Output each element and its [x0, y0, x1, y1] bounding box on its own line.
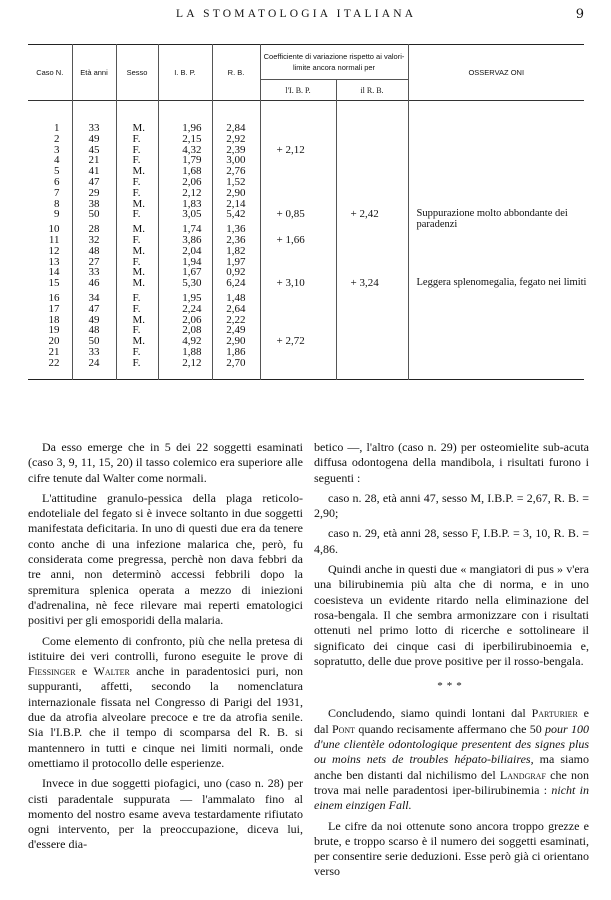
cell-ibp: 1,94 — [158, 257, 212, 268]
cell-sesso: M. — [116, 336, 158, 347]
cell-v1 — [260, 166, 336, 177]
author-name: Fiessinger — [28, 664, 76, 679]
cell-eta: 32 — [72, 235, 116, 246]
author-name: Walter — [93, 664, 130, 679]
cell-eta: 49 — [72, 315, 116, 326]
table-row — [28, 246, 584, 257]
paragraph: Come elemento di confronto, più che nella pretesa di istituire dei veri controlli, furono eseguite le prove di Fiessinger e Walter anche in paradentosici puri, non suppuranti, affetti, secondo la nomenclatura internazionale fissata nel Congresso di Parigi del 1931, due da atrofia alveolare precoce e tre da atrofia senile. Sia l'I.B.P. che il tempo di scomparsa del R. B. si mantennero in tutti e cinque nei limiti normali, onde omettiamo il protocollo delle esperienze. — [28, 633, 304, 770]
cell-caso: 5 — [54, 165, 60, 178]
cell-caso: 4 — [54, 154, 60, 167]
cell-v2: + 2,42 — [336, 209, 408, 220]
cell-sesso: M. — [116, 166, 158, 177]
cell-v1 — [260, 315, 336, 326]
cell-v2 — [336, 145, 408, 156]
th-coeff-ibp: l'I. B. P. — [260, 80, 336, 101]
cell-ibp: 1,96 — [158, 123, 212, 134]
cell-eta: 24 — [72, 358, 116, 369]
cell-eta: 38 — [72, 199, 116, 210]
cell-sesso: F. — [116, 257, 158, 268]
cell-v2 — [336, 246, 408, 257]
cell-v2 — [336, 224, 408, 235]
cell-v2 — [336, 304, 408, 315]
cell-ibp: 1,79 — [158, 155, 212, 166]
page-number: 9 — [575, 7, 584, 22]
cell-v2 — [336, 293, 408, 304]
cell-rb: 1,36 — [212, 224, 260, 235]
cell-obs — [408, 177, 584, 188]
cell-ibp: 4,92 — [158, 336, 212, 347]
cell-eta: 46 — [72, 278, 116, 289]
cell-eta: 29 — [72, 188, 116, 199]
cell-ibp: 1,67 — [158, 267, 212, 278]
table-row — [28, 257, 584, 268]
cell-v2 — [336, 257, 408, 268]
cell-ibp: 1,68 — [158, 166, 212, 177]
table-row — [28, 166, 584, 177]
cell-caso: 20 — [48, 335, 60, 348]
cell-ibp: 2,08 — [158, 325, 212, 336]
cell-ibp: 1,95 — [158, 293, 212, 304]
cell-eta: 33 — [72, 347, 116, 358]
th-ibp: I. B. P. — [158, 45, 212, 101]
cell-obs — [408, 246, 584, 257]
cell-v2 — [336, 166, 408, 177]
cell-eta: 41 — [72, 166, 116, 177]
cell-caso: 14 — [48, 266, 60, 279]
cell-obs — [408, 315, 584, 326]
cell-ibp: 2,06 — [158, 315, 212, 326]
cell-eta: 27 — [72, 257, 116, 268]
cell-rb: 2,22 — [212, 315, 260, 326]
cell-rb: 1,48 — [212, 293, 260, 304]
author-name: Pont — [331, 721, 356, 736]
cell-v2 — [336, 358, 408, 369]
cell-eta: 33 — [72, 267, 116, 278]
cell-v1 — [260, 155, 336, 166]
cell-caso: 19 — [48, 324, 60, 337]
table-row — [28, 278, 584, 289]
cell-v1: + 2,12 — [260, 145, 336, 156]
cell-rb: 2,36 — [212, 235, 260, 246]
cell-rb: 5,42 — [212, 209, 260, 220]
cell-ibp: 3,86 — [158, 235, 212, 246]
cell-ibp: 1,88 — [158, 347, 212, 358]
cell-sesso: M. — [116, 199, 158, 210]
cell-obs — [408, 166, 584, 177]
cell-sesso: F. — [116, 293, 158, 304]
table-row — [28, 177, 584, 188]
cell-sesso: F. — [116, 209, 158, 220]
cell-v2 — [336, 347, 408, 358]
cell-caso: 15 — [48, 277, 60, 290]
cell-sesso: F. — [116, 155, 158, 166]
cell-ibp: 2,12 — [158, 358, 212, 369]
cell-sesso: M. — [116, 315, 158, 326]
cell-caso: 10 — [48, 223, 60, 236]
cell-ibp: 5,30 — [158, 278, 212, 289]
cell-obs — [408, 358, 584, 369]
cell-rb: 2,39 — [212, 145, 260, 156]
section-separator: *** — [437, 680, 466, 693]
cell-v1 — [260, 358, 336, 369]
cell-ibp: 2,24 — [158, 304, 212, 315]
th-osservazioni: OSSERVAZ ONI — [408, 45, 584, 101]
table-row — [28, 188, 584, 199]
cell-v2 — [336, 315, 408, 326]
cell-v2: + 3,24 — [336, 278, 408, 289]
table-row — [28, 134, 584, 145]
table-row — [28, 209, 584, 220]
cell-v2 — [336, 134, 408, 145]
cell-caso: 13 — [48, 255, 60, 268]
french-quote: pour 100 d'une clientèle odontologique presentent des signes plus ou moins nets de troubles hépato-biliaires, — [314, 721, 589, 767]
cell-v1: + 0,85 — [260, 209, 336, 220]
cell-rb: 1,52 — [212, 177, 260, 188]
cell-v1 — [260, 134, 336, 145]
cell-eta: 34 — [72, 293, 116, 304]
german-quote: nicht in einem einzigen Fall. — [314, 782, 590, 813]
cell-v2 — [336, 235, 408, 246]
cell-rb: 2,90 — [212, 188, 260, 199]
table-row — [28, 224, 584, 235]
author-name: Landgraf — [499, 767, 546, 782]
cell-v1 — [260, 123, 336, 134]
table-row — [28, 325, 584, 336]
cell-eta: 47 — [72, 304, 116, 315]
cell-sesso: F. — [116, 347, 158, 358]
table-row — [28, 145, 584, 156]
cell-caso: 3 — [54, 143, 60, 156]
cell-eta: 48 — [72, 246, 116, 257]
cell-v2 — [336, 325, 408, 336]
cell-rb: 2,49 — [212, 325, 260, 336]
table-row — [28, 304, 584, 315]
cell-obs — [408, 325, 584, 336]
paragraph: L'attitudine granulo-pessica della plaga reticolo-endoteliale del fegato si è invece soltanto in due soggetti manifestata deficitaria. In uno di questi due era da tenere conto anche di una infezione malarica che, però, fu considerata come pregressa, perchè non dava febbri da tre anni, non determinò accessi febbrili dopo la spremitura splenica operata a mezzo di iniezioni d'adrenalina, nè fece rilevare mai reperti ematologici positivi per gli emosporidi della malaria. — [28, 490, 303, 628]
table-row — [28, 315, 584, 326]
cell-sesso: F. — [116, 177, 158, 188]
cell-obs — [408, 145, 584, 156]
cell-ibp: 1,74 — [158, 224, 212, 235]
cell-eta: 50 — [72, 209, 116, 220]
cell-obs: Suppurazione molto abbondante dei paradenzi — [408, 209, 584, 220]
cell-caso: 2 — [54, 132, 60, 145]
table-row — [28, 293, 584, 304]
cell-eta: 28 — [72, 224, 116, 235]
cell-caso: 6 — [54, 175, 60, 188]
cell-rb: 1,82 — [212, 246, 260, 257]
cell-v1 — [260, 177, 336, 188]
cell-caso: 11 — [48, 233, 60, 246]
cell-sesso: M. — [116, 123, 158, 134]
cell-rb: 2,84 — [212, 123, 260, 134]
cell-caso: 7 — [54, 186, 60, 199]
cell-v2 — [336, 336, 408, 347]
table-row — [28, 235, 584, 246]
cell-obs — [408, 304, 584, 315]
cell-v1: + 3,10 — [260, 278, 336, 289]
cell-obs — [408, 336, 584, 347]
cell-sesso: F. — [116, 304, 158, 315]
cell-v1 — [260, 304, 336, 315]
cell-obs — [408, 224, 584, 235]
cell-ibp: 2,04 — [158, 246, 212, 257]
table-body — [28, 101, 587, 380]
cell-caso: 21 — [48, 345, 60, 358]
cell-sesso: M. — [116, 267, 158, 278]
cell-eta: 48 — [72, 325, 116, 336]
case-28-result: caso n. 28, età anni 47, sesso M, I.B.P. = 2,67, R. B. = 2,90; — [314, 490, 589, 521]
data-table — [28, 44, 587, 380]
cell-ibp: 1,83 — [158, 199, 212, 210]
cell-sesso: F. — [116, 325, 158, 336]
cell-v1: + 2,72 — [260, 336, 336, 347]
cell-v1 — [260, 188, 336, 199]
cell-caso: 9 — [54, 208, 60, 221]
cell-eta: 21 — [72, 155, 116, 166]
cell-sesso: F. — [116, 134, 158, 145]
cell-rb: 1,97 — [212, 257, 260, 268]
cell-rb: 2,14 — [212, 199, 260, 210]
cell-eta: 50 — [72, 336, 116, 347]
paragraph: Da esso emerge che in 5 dei 22 soggetti esaminati (caso 3, 9, 11, 15, 20) il tasso colemico era superiore alle cifre tenute dal Walter come normali. — [28, 440, 303, 485]
cell-caso: 22 — [48, 356, 60, 369]
th-eta: Età anni — [72, 45, 116, 101]
table-row — [28, 123, 584, 134]
cell-v1 — [260, 293, 336, 304]
th-coeff-rb: il R. B. — [336, 80, 408, 101]
th-sesso: Sesso — [116, 45, 158, 101]
cell-caso: 16 — [48, 291, 60, 304]
cell-v2 — [336, 123, 408, 134]
cell-obs — [408, 347, 584, 358]
cell-ibp: 2,12 — [158, 188, 212, 199]
cell-rb: 6,24 — [212, 278, 260, 289]
cell-obs — [408, 188, 584, 199]
cell-obs — [408, 235, 584, 246]
table-row — [28, 336, 584, 347]
cell-v1 — [260, 257, 336, 268]
running-title: LA STOMATOLOGIA ITALIANA — [176, 8, 417, 20]
cell-ibp: 3,05 — [158, 209, 212, 220]
table-row — [28, 155, 584, 166]
cell-ibp: 2,06 — [158, 177, 212, 188]
cell-v1 — [260, 347, 336, 358]
cell-sesso: F. — [116, 145, 158, 156]
cell-eta: 33 — [72, 123, 116, 134]
cell-rb: 1,86 — [212, 347, 260, 358]
cell-obs: Leggera splenomegalia, fegato nei limiti — [408, 278, 584, 289]
author-name: Parturier — [531, 706, 578, 721]
cell-rb: 2,90 — [212, 336, 260, 347]
cell-sesso: M. — [116, 278, 158, 289]
cell-sesso: F. — [116, 188, 158, 199]
cell-obs — [408, 134, 584, 145]
cell-eta: 47 — [72, 177, 116, 188]
cell-rb: 2,70 — [212, 358, 260, 369]
cell-sesso: M. — [116, 246, 158, 257]
cell-sesso: F. — [116, 235, 158, 246]
paragraph: Invece in due soggetti piofagici, uno (caso n. 28) per cisti paradentale suppurata — l'ammalato fino al momento del nostro esame aveva testardamente rifiutato ogni intervento, per la preoccupazione, diceva lui, d'essere dia- — [28, 776, 303, 852]
cell-v2 — [336, 155, 408, 166]
cell-obs — [408, 155, 584, 166]
cell-caso: 1 — [54, 122, 60, 134]
cell-caso: 18 — [48, 313, 60, 326]
cell-eta: 49 — [72, 134, 116, 145]
cell-v2 — [336, 177, 408, 188]
cell-ibp: 4,32 — [158, 145, 212, 156]
cell-obs — [408, 257, 584, 268]
cell-rb: 2,76 — [212, 166, 260, 177]
cell-v2 — [336, 188, 408, 199]
table-row — [28, 358, 584, 369]
case-29-result: caso n. 29, età anni 28, sesso F, I.B.P. = 3, 10, R. B. = 4,86. — [314, 526, 589, 556]
cell-rb: 0,92 — [212, 267, 260, 278]
cell-obs — [408, 123, 584, 134]
text-column-left — [28, 440, 303, 858]
cell-caso: 17 — [48, 302, 60, 315]
text-column-right — [314, 440, 589, 885]
cell-rb: 3,00 — [212, 155, 260, 166]
cell-caso: 8 — [54, 197, 60, 210]
cell-sesso: F. — [116, 358, 158, 369]
paragraph: Le cifre da noi ottenute sono ancora troppo grezze e brute, e troppo scarso è il numero dei soggetti esaminati, per consentire serie deduzioni. Esse però già ci orientano verso — [314, 818, 589, 879]
paragraph: betico —, l'altro (caso n. 29) per osteomielite sub-acuta diffusa odontogena della mandibola, i risultati furono i seguenti : — [314, 440, 589, 485]
table-row — [28, 347, 584, 358]
cell-obs — [408, 293, 584, 304]
cell-v1: + 1,66 — [260, 235, 336, 246]
cell-v1 — [260, 246, 336, 257]
th-caso: Caso N. — [36, 68, 64, 77]
cell-caso: 12 — [48, 244, 60, 257]
paragraph: Quindi anche in questi due « mangiatori di pus » v'era una bilirubinemia più alta che di norma, e in uno coesisteva un evidente ritardo nella eliminazione del rosa-bengala. Il che sembra armonizzare con i risultati ottenuti nel primo lotto di ricerche e sottolineare il significato dei cinque casi di iperbilirubinoemia e, sopratutto, delle due prove positive per il rosso-bengala. — [314, 562, 589, 668]
cell-sesso: M. — [116, 224, 158, 235]
paragraph: Concludendo, siamo quindi lontani dal Parturier e dal Pont quando recisamente affermano che 50 pour 100 d'une clientèle odontologique presentent des signes plus ou moins nets de troubles hépato-biliaires, ma siamo anche ben distanti dal nichilismo del Landgraf che non trova mai nelle paradentosi iper-bilirubinemia : nicht in einem einzigen Fall. — [314, 706, 590, 813]
cell-eta: 45 — [72, 145, 116, 156]
th-rb: R. B. — [212, 45, 260, 101]
page-header — [28, 8, 584, 26]
th-coefficiente: Coefficiente di variazione rispetto ai valori-limite ancora normali per — [260, 45, 408, 80]
cell-rb: 2,92 — [212, 134, 260, 145]
cell-rb: 2,64 — [212, 304, 260, 315]
cell-ibp: 2,15 — [158, 134, 212, 145]
